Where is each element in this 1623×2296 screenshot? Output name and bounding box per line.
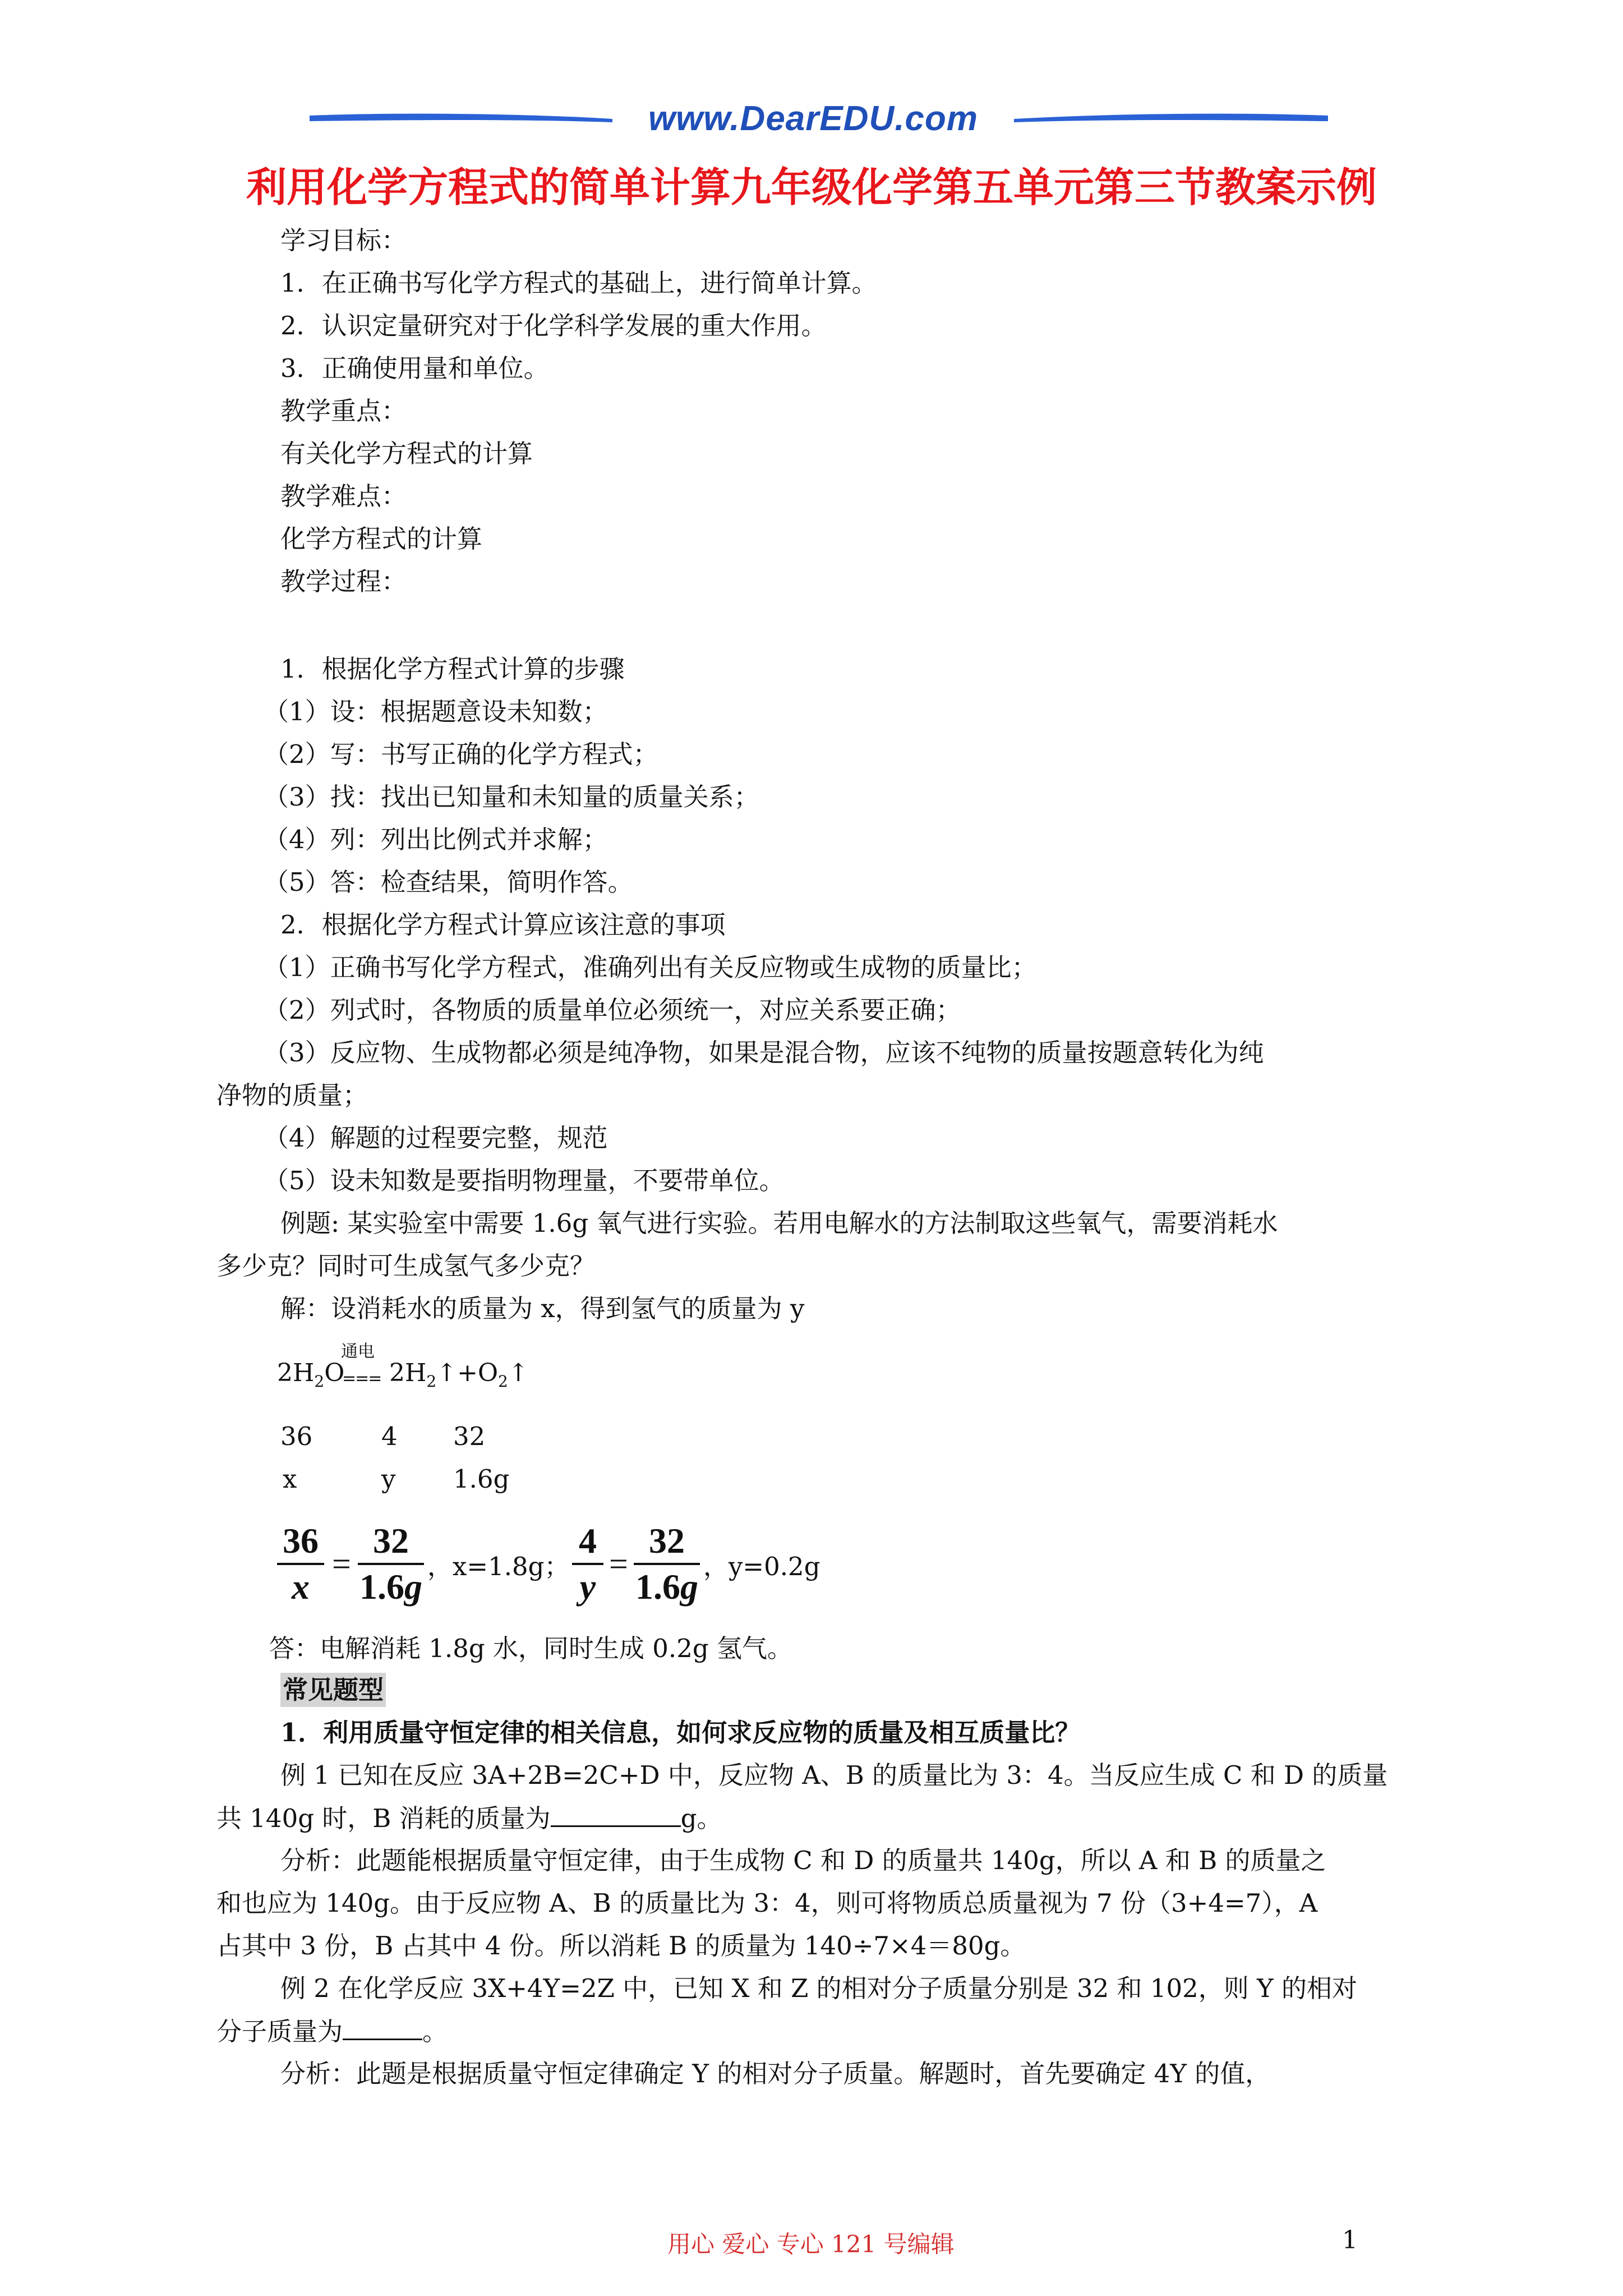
fraction-32-1.6g: 32 1.6g (358, 1521, 424, 1607)
example-2-continuation: 分子质量为 。 (216, 2017, 448, 2046)
note-item-continuation: 净物的质量； (216, 1080, 368, 1110)
step-item: （3）找：找出已知量和未知量的质量关系； (264, 782, 759, 812)
step-item: （5）答：检查结果，简明作答。 (264, 867, 633, 897)
unknown-value: y (381, 1464, 396, 1494)
note-item: （5）设未知数是要指明物理量，不要带单位。 (264, 1166, 785, 1195)
step-item: （1）设：根据题意设未知数； (264, 697, 608, 726)
equals-sign: = (609, 1545, 628, 1582)
intro-line: 教学难点： (280, 481, 407, 511)
note-item: （4）解题的过程要完整，规范 (264, 1123, 608, 1153)
equation-sign: === (342, 1369, 381, 1388)
note-item: （2）列式时，各物质的质量单位必须统一，对应关系要正确； (264, 995, 961, 1025)
footer-text: 用心 爱心 专心 121 号编辑 (667, 2230, 955, 2258)
example-answer: 答：电解消耗 1.8g 水，同时生成 0.2g 氢气。 (269, 1634, 792, 1663)
fraction-36-x: 36 x (277, 1521, 324, 1607)
section-heading: 常见题型 (280, 1677, 386, 1703)
analysis-1: 分析：此题能根据质量守恒定律，由于生成物 C 和 D 的质量共 140g，所以 A 和 B 的质量之 (280, 1846, 1326, 1875)
example-1-continuation: 共 140g 时，B 消耗的质量为 g。 (216, 1803, 722, 1833)
intro-line: 化学方程式的计算 (280, 524, 483, 554)
site-url: www.DearEDU.com (648, 99, 979, 138)
mass-value: 4 (381, 1421, 398, 1451)
steps-heading: 1．根据化学方程式计算的步骤 (280, 654, 625, 684)
example-question: 例题: 某实验室中需要 1.6g 氧气进行实验。若用电解水的方法制取这些氧气，需要消耗水 (280, 1208, 1278, 1238)
unknown-value: 1.6g (453, 1464, 510, 1494)
example-solution-setup: 解：设消耗水的质量为 x，得到氢气的质量为 y (280, 1294, 805, 1323)
analysis-2: 分析：此题是根据质量守恒定律确定 Y 的相对分子质量。解题时，首先要确定 4Y 的值， (280, 2059, 1271, 2088)
unknown-value: x (283, 1464, 297, 1494)
example-1: 例 1 已知在反应 3A+2B=2C+D 中，反应物 A、B 的质量比为 3：4。当反应生成 C 和 D 的质量 (280, 1760, 1388, 1790)
mass-value: 36 (280, 1421, 313, 1451)
step-item: （4）列：列出比例式并求解； (264, 825, 608, 854)
equals-sign: = (332, 1545, 351, 1582)
question-type-1: 1．利用质量守恒定律的相关信息，如何求反应物的质量及相互质量比？ (280, 1718, 1081, 1747)
equation-reactant: $2H_2O$ (277, 1359, 345, 1391)
step-item: （2）写：书写正确的化学方程式； (264, 739, 658, 769)
intro-line: 2．认识定量研究对于化学科学发展的重大作用。 (280, 311, 827, 341)
example-question-continuation: 多少克？同时可生成氢气多少克？ (216, 1251, 596, 1281)
notes-heading: 2．根据化学方程式计算应该注意的事项 (280, 910, 726, 940)
analysis-1-continuation: 和也应为 140g。由于反应物 A、B 的质量比为 3：4，则可将物质总质量视为 7 份（3+4=7），A (216, 1888, 1318, 1918)
header-swoosh-right (1014, 111, 1328, 126)
mass-value: 32 (453, 1421, 486, 1451)
intro-line: 有关化学方程式的计算 (280, 439, 533, 468)
note-item: （3）反应物、生成物都必须是纯净物，如果是混合物，应该不纯物的质量按题意转化为纯 (264, 1038, 1264, 1068)
result-y: ，y=0.2g (703, 1552, 820, 1581)
intro-line: 教学过程： (280, 567, 407, 596)
result-x: ，x=1.8g； (427, 1552, 570, 1581)
intro-line: 1．在正确书写化学方程式的基础上，进行简单计算。 (280, 268, 877, 298)
page-title: 利用化学方程式的简单计算九年级化学第五单元第三节教案示例 (246, 164, 1377, 211)
equation-products: $2H_2↑+O_2↑$ (389, 1359, 529, 1391)
fraction-32-1.6g: 32 1.6g (634, 1521, 700, 1607)
header-swoosh-left (310, 111, 612, 126)
fraction-4-y: 4 y (572, 1521, 603, 1607)
intro-line: 3．正确使用量和单位。 (280, 353, 549, 383)
note-item: （1）正确书写化学方程式，准确列出有关反应物或生成物的质量比； (264, 953, 1037, 982)
equation-condition: 通电 (341, 1342, 375, 1361)
analysis-1-continuation: 占其中 3 份，B 占其中 4 份。所以消耗 B 的质量为 140÷7×4＝80g。 (216, 1931, 1026, 1961)
page-number: 1 (1342, 2226, 1358, 2254)
intro-line: 学习目标： (280, 226, 407, 255)
example-2: 例 2 在化学反应 3X+4Y=2Z 中，已知 X 和 Z 的相对分子质量分别是 32 和 102，则 Y 的相对 (280, 1973, 1358, 2003)
intro-line: 教学重点： (280, 396, 407, 426)
